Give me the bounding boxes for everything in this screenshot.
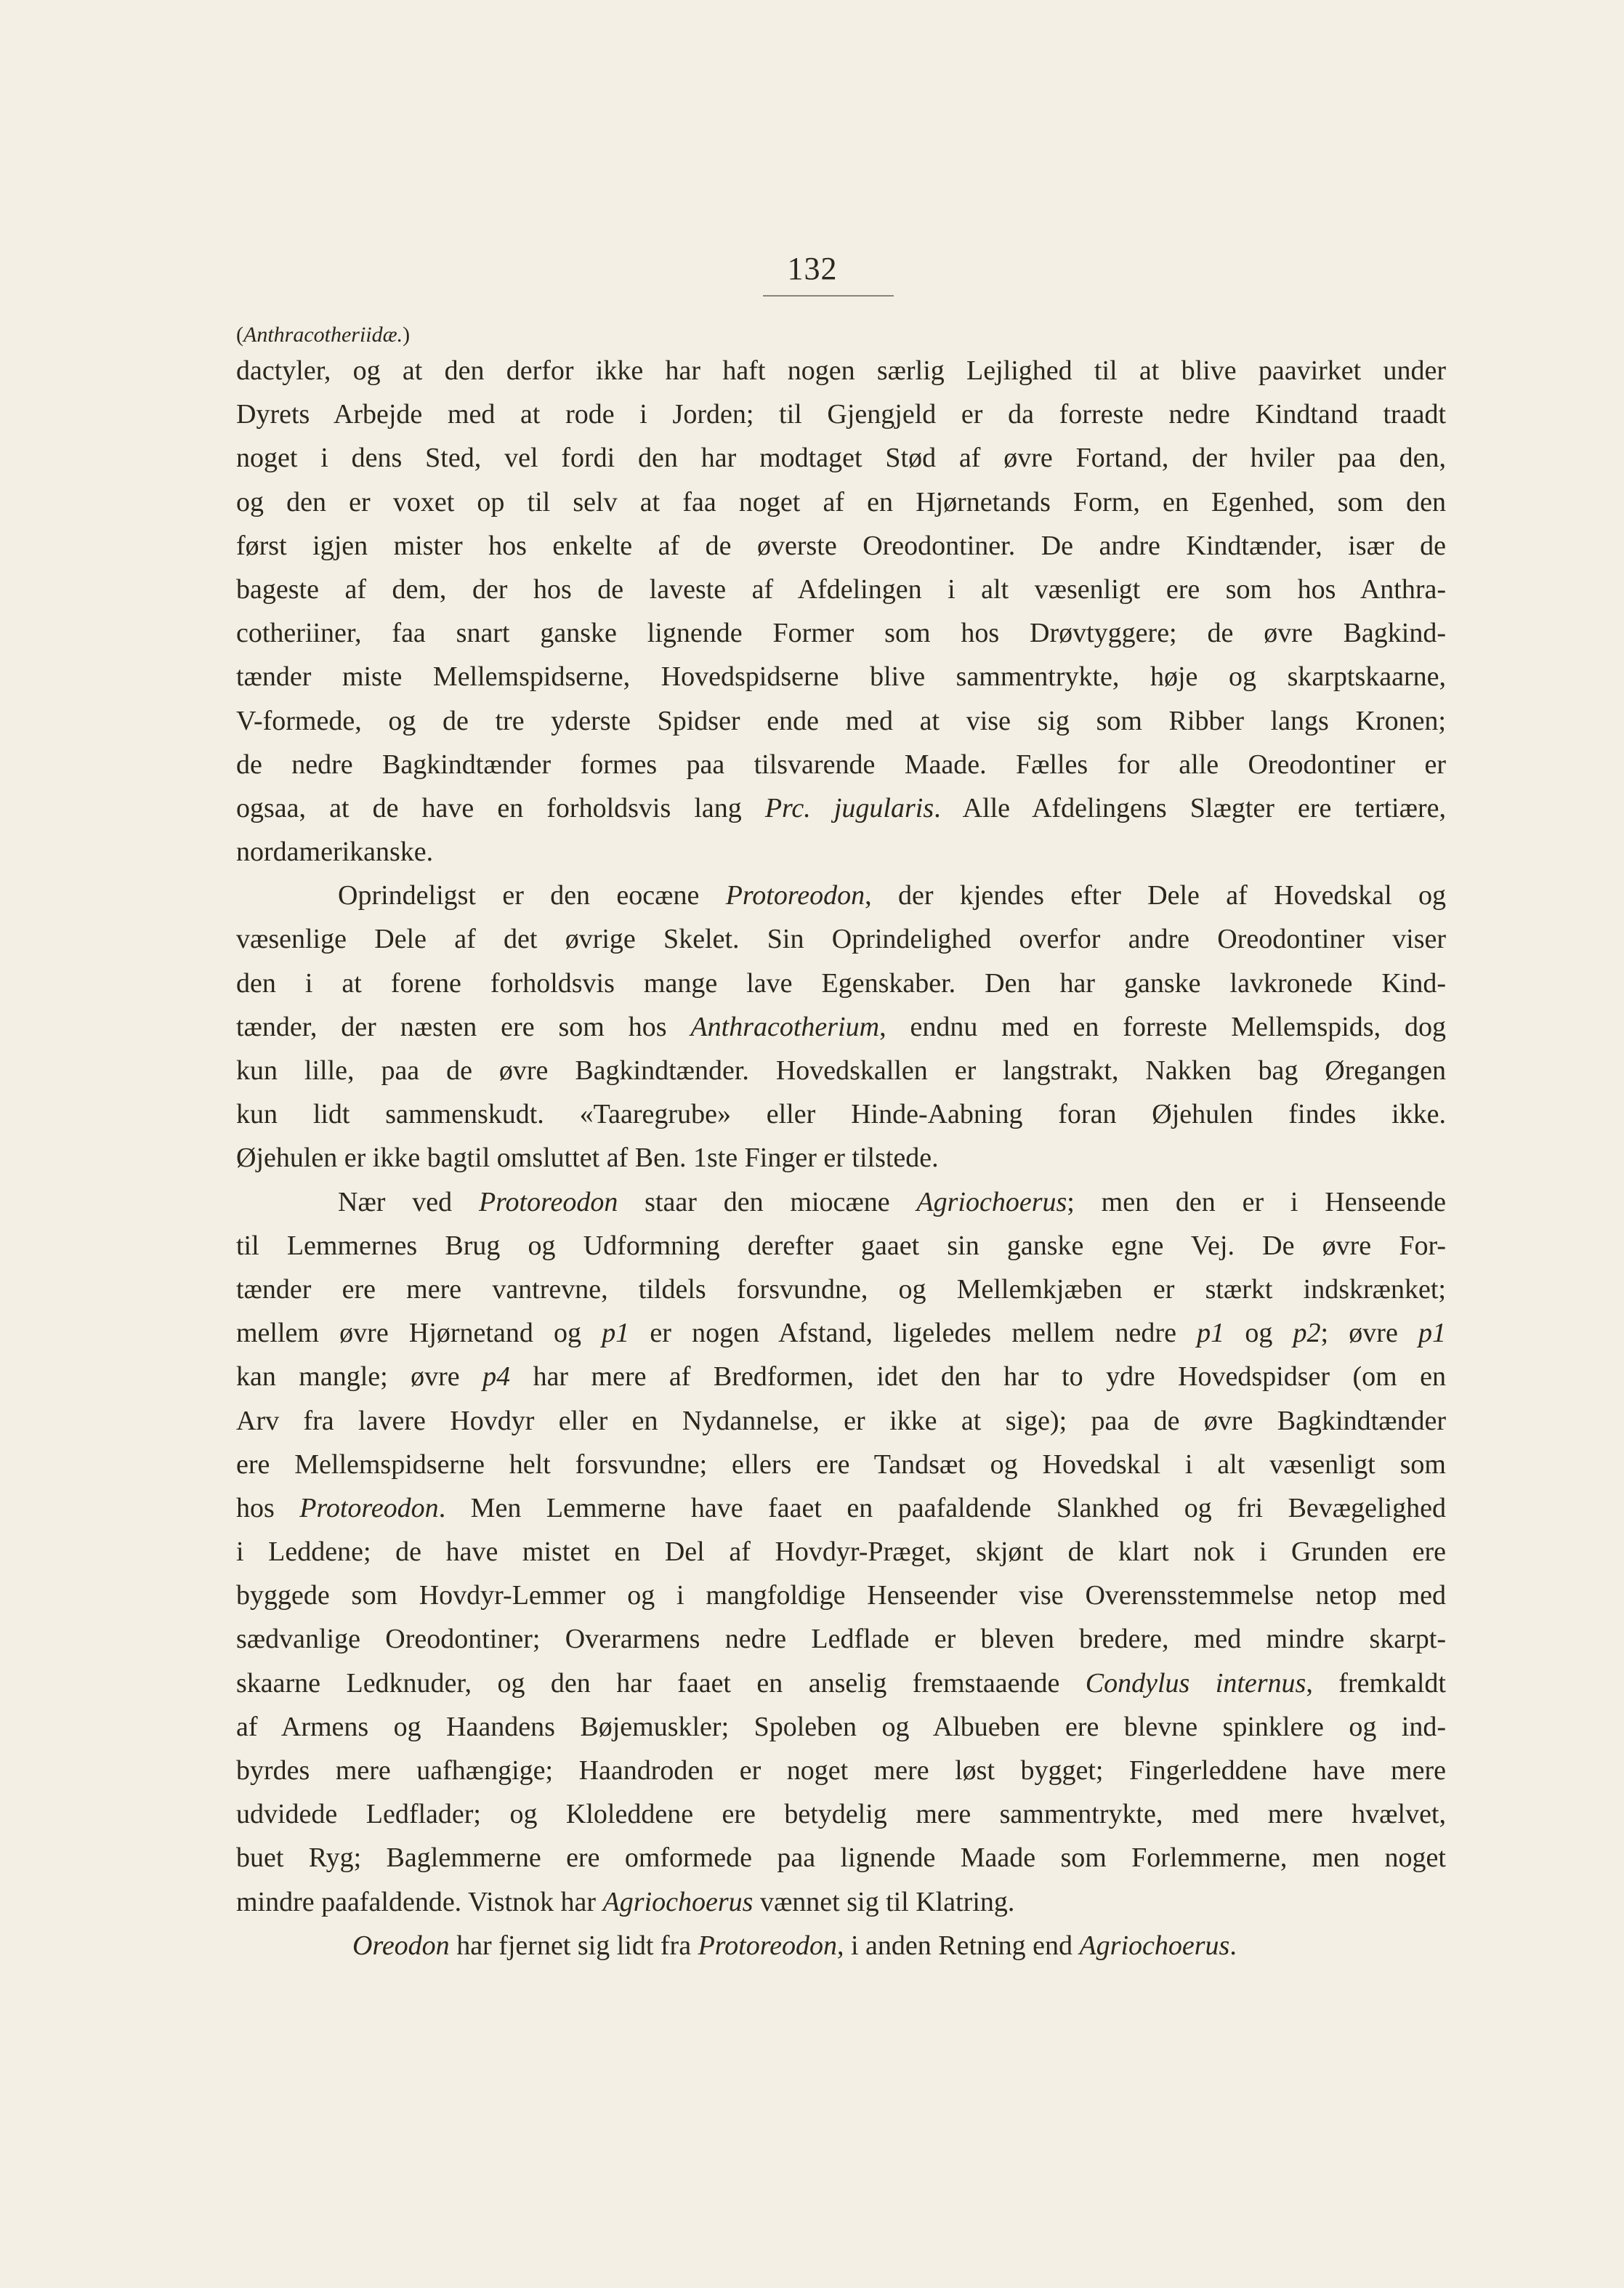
text-line: kun lille, paa de øvre Bagkindtænder. Hovedskallen er langstrakt, Nakken bag Øregangen bbox=[236, 1055, 1446, 1086]
text-line: skaarne Ledknuder, og den har faaet en anselig fremstaaende Condylus internus, fremkaldt bbox=[236, 1667, 1446, 1699]
text-line: noget i dens Sted, vel fordi den har modtaget Stød af øvre Fortand, der hviler paa den, bbox=[236, 443, 1446, 474]
text-line: nordamerikanske. bbox=[236, 837, 434, 868]
text-line: buet Ryg; Baglemmerne ere omformede paa lignende Maade som Forlemmerne, men noget bbox=[236, 1842, 1446, 1874]
text-line: kan mangle; øvre p4 har mere af Bredformen, idet den har to ydre Hovedspidser (om en bbox=[236, 1361, 1446, 1393]
text-line: byggede som Hovdyr-Lemmer og i mangfoldige Henseender vise Overensstemmelse netop med bbox=[236, 1580, 1446, 1611]
text-line: tænder ere mere vantrevne, tildels forsvundne, og Mellemkjæben er stærkt indskrænket; bbox=[236, 1273, 1446, 1305]
text-line: i Leddene; de have mistet en Del af Hovdyr-Præget, skjønt de klart nok i Grunden ere bbox=[236, 1536, 1446, 1568]
running-head: (Anthracotheriidæ.) bbox=[236, 323, 411, 347]
text-line: til Lemmernes Brug og Udformning derefter gaaet sin ganske egne Vej. De øvre For- bbox=[236, 1230, 1446, 1261]
text-line: kun lidt sammenskudt. «Taaregrube» eller Hinde-Aabning foran Øjehulen findes ikke. bbox=[236, 1099, 1446, 1130]
page-number-rule bbox=[763, 295, 894, 297]
text-line: de nedre Bagkindtænder formes paa tilsvarende Maade. Fælles for alle Oreodontiner er bbox=[236, 749, 1446, 780]
text-line: V-formede, og de tre yderste Spidser ende med at vise sig som Ribber langs Kronen; bbox=[236, 705, 1446, 736]
text-line: tænder miste Mellemspidserne, Hovedspidserne blive sammentrykte, høje og skarptskaarne, bbox=[236, 661, 1446, 693]
text-line: bageste af dem, der hos de laveste af Afdelingen i alt væsenligt ere som hos Anthra- bbox=[236, 573, 1446, 605]
text-line: byrdes mere uafhængige; Haandroden er noget mere løst bygget; Fingerleddene have mere bbox=[236, 1755, 1446, 1786]
text-line: Dyrets Arbejde med at rode i Jorden; til Gjengjeld er da forreste nedre Kindtand traadt bbox=[236, 399, 1446, 430]
text-line: tænder, der næsten ere som hos Anthracotherium, endnu med en forreste Mellemspids, dog bbox=[236, 1011, 1446, 1042]
text-line: cotheriiner, faa snart ganske lignende Former som hos Drøvtyggere; de øvre Bagkind- bbox=[236, 618, 1446, 649]
page-number: 132 bbox=[787, 251, 838, 286]
text-line: først igjen mister hos enkelte af de øverste Oreodontiner. De andre Kindtænder, især de bbox=[236, 530, 1446, 561]
text-line: af Armens og Haandens Bøjemuskler; Spoleben og Albueben ere blevne spinklere og ind- bbox=[236, 1711, 1446, 1742]
text-line: mellem øvre Hjørnetand og p1 er nogen Afstand, ligeledes mellem nedre p1 og p2; øvre p1 bbox=[236, 1318, 1447, 1349]
text-line: Oprindeligst er den eocæne Protoreodon, der kjendes efter Dele af Hovedskal og bbox=[338, 880, 1446, 911]
text-line: og den er voxet op til selv at faa noget af en Hjørnetands Form, en Egenhed, som den bbox=[236, 486, 1446, 517]
text-line: dactyler, og at den derfor ikke har haft nogen særlig Lejlighed til at blive paavirket under bbox=[236, 355, 1446, 386]
text-line: Øjehulen er ikke bagtil omsluttet af Ben. 1ste Finger er tilstede. bbox=[236, 1143, 939, 1174]
text-line: Arv fra lavere Hovdyr eller en Nydannelse, er ikke at sige); paa de øvre Bagkindtænder bbox=[236, 1405, 1446, 1436]
text-line: Nær ved Protoreodon staar den miocæne Agriochoerus; men den er i Henseende bbox=[338, 1186, 1447, 1217]
text-line: hos Protoreodon. Men Lemmerne have faaet en paafaldende Slankhed og fri Bevægelighed bbox=[236, 1492, 1446, 1523]
text-line: Oreodon har fjernet sig lidt fra Protoreodon, i anden Retning end Agriochoerus. bbox=[352, 1930, 1237, 1961]
text-line: mindre paafaldende. Vistnok har Agriochoerus vænnet sig til Klatring. bbox=[236, 1886, 1015, 1917]
body-text bbox=[236, 349, 1446, 1967]
text-line: ere Mellemspidserne helt forsvundne; ellers ere Tandsæt og Hovedskal i alt væsenligt som bbox=[236, 1449, 1446, 1480]
text-line: sædvanlige Oreodontiner; Overarmens nedre Ledflade er bleven bredere, med mindre skarpt- bbox=[236, 1624, 1446, 1655]
text-line: udvidede Ledflader; og Kloleddene ere betydelig mere sammentrykte, med mere hvælvet, bbox=[236, 1799, 1446, 1830]
text-line: væsenlige Dele af det øvrige Skelet. Sin Oprindelighed overfor andre Oreodontiner viser bbox=[236, 924, 1446, 955]
text-line: ogsaa, at de have en forholdsvis lang Prc. jugularis. Alle Afdelingens Slægter ere tertiære, bbox=[236, 792, 1446, 823]
text-line: den i at forene forholdsvis mange lave Egenskaber. Den har ganske lavkronede Kind- bbox=[236, 967, 1446, 999]
running-head-text: Anthracotheriidæ. bbox=[243, 323, 403, 347]
